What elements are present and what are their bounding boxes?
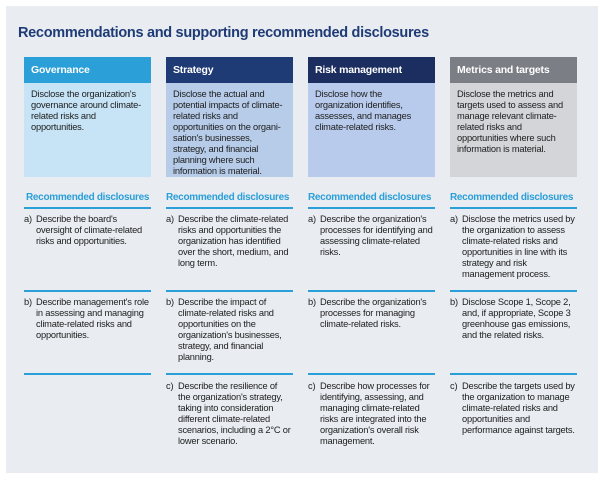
- divider: [308, 207, 435, 209]
- item-letter: a): [166, 214, 174, 224]
- item-letter: a): [24, 214, 32, 224]
- item-text: Describe the climate-related risks and opportunities the organization has identified over the short, medium, and long term.: [178, 214, 289, 268]
- item-letter: b): [450, 297, 458, 307]
- disclosure-item-strategy-a: [166, 214, 293, 269]
- item-text: Describe how processes for identifying, assessing, and managing climate-related risks are integrated into the organization's overall risk management.: [320, 381, 430, 446]
- item-text: Describe management's role in assessing and managing climate-related risks and opportunities.: [36, 297, 149, 340]
- recommended-label-risk-management: Recommended disclosures: [308, 192, 432, 203]
- item-letter: b): [308, 297, 316, 307]
- item-letter: c): [450, 381, 458, 391]
- divider: [166, 207, 293, 209]
- column-heading-governance: Governance: [24, 57, 151, 83]
- divider: [166, 373, 293, 375]
- divider: [24, 290, 151, 292]
- column-heading-risk-management: Risk management: [308, 57, 435, 83]
- disclosure-item-governance-a: [24, 214, 151, 247]
- column-strategy: [166, 57, 293, 177]
- divider: [308, 290, 435, 292]
- column-heading-metrics-targets: Metrics and targets: [450, 57, 577, 83]
- disclosure-item-risk-c: [308, 381, 435, 447]
- item-text: Describe the targets used by the organization to manage climate-related risks and opportunities and performance against targets.: [462, 381, 575, 435]
- column-heading-strategy: Strategy: [166, 57, 293, 83]
- item-letter: c): [308, 381, 316, 391]
- recommended-label-metrics-targets: Recommended disclosures: [450, 192, 574, 203]
- disclosure-item-metrics-c: [450, 381, 577, 436]
- disclosure-item-risk-a: [308, 214, 435, 258]
- page-title: Recommendations and supporting recommended disclosures: [18, 25, 429, 41]
- item-letter: a): [308, 214, 316, 224]
- divider: [308, 373, 435, 375]
- item-letter: b): [166, 297, 174, 307]
- divider: [24, 207, 151, 209]
- column-description-risk-management: Disclose how the organization identifies, assesses, and manages climate-related risks.: [308, 83, 435, 177]
- item-text: Disclose Scope 1, Scope 2, and, if appropriate, Scope 3 greenhouse gas emissions, and the related risks.: [462, 297, 571, 340]
- disclosure-item-strategy-c: [166, 381, 293, 447]
- divider: [166, 290, 293, 292]
- column-description-metrics-targets: Disclose the metrics and targets used to assess and manage relevant climate-related risks and opportunities where such information is material.: [450, 83, 577, 177]
- item-text: Describe the organization's processes for identifying and assessing climate-related risks.: [320, 214, 433, 257]
- column-description-governance: Disclose the organization's governance around climate-related risks and opportunities.: [24, 83, 151, 177]
- column-metrics-targets: [450, 57, 577, 177]
- item-text: Describe the board's oversight of climate-related risks and opportunities.: [36, 214, 143, 246]
- item-text: Describe the impact of climate-related risks and opportunities on the organization's businesses, strategy, and financial planning.: [178, 297, 282, 362]
- recommended-label-governance: Recommended disclosures: [26, 192, 150, 203]
- item-text: Describe the resilience of the organization's strategy, taking into consideration different climate-related scenarios, including a 2°C or lower scenario.: [178, 381, 291, 446]
- disclosure-item-governance-b: [24, 297, 151, 341]
- item-text: Disclose the metrics used by the organization to assess climate-related risks and opportunities in line with its strategy and risk management process.: [462, 214, 575, 279]
- item-letter: a): [450, 214, 458, 224]
- disclosure-item-metrics-a: [450, 214, 577, 280]
- disclosure-item-strategy-b: [166, 297, 293, 363]
- column-governance: [24, 57, 151, 177]
- item-text: Describe the organization's processes for managing climate-related risks.: [320, 297, 427, 329]
- column-description-strategy: Disclose the actual and potential impacts of climate-related risks and opportunities on the organi-sation's businesses, strategy, and financial planning where such information is material.: [166, 83, 293, 177]
- disclosure-item-metrics-b: [450, 297, 577, 341]
- divider: [450, 207, 577, 209]
- recommended-label-strategy: Recommended disclosures: [166, 192, 290, 203]
- divider: [24, 373, 151, 375]
- item-letter: c): [166, 381, 174, 391]
- divider: [450, 373, 577, 375]
- item-letter: b): [24, 297, 32, 307]
- disclosure-item-risk-b: [308, 297, 435, 330]
- divider: [450, 290, 577, 292]
- column-risk-management: [308, 57, 435, 177]
